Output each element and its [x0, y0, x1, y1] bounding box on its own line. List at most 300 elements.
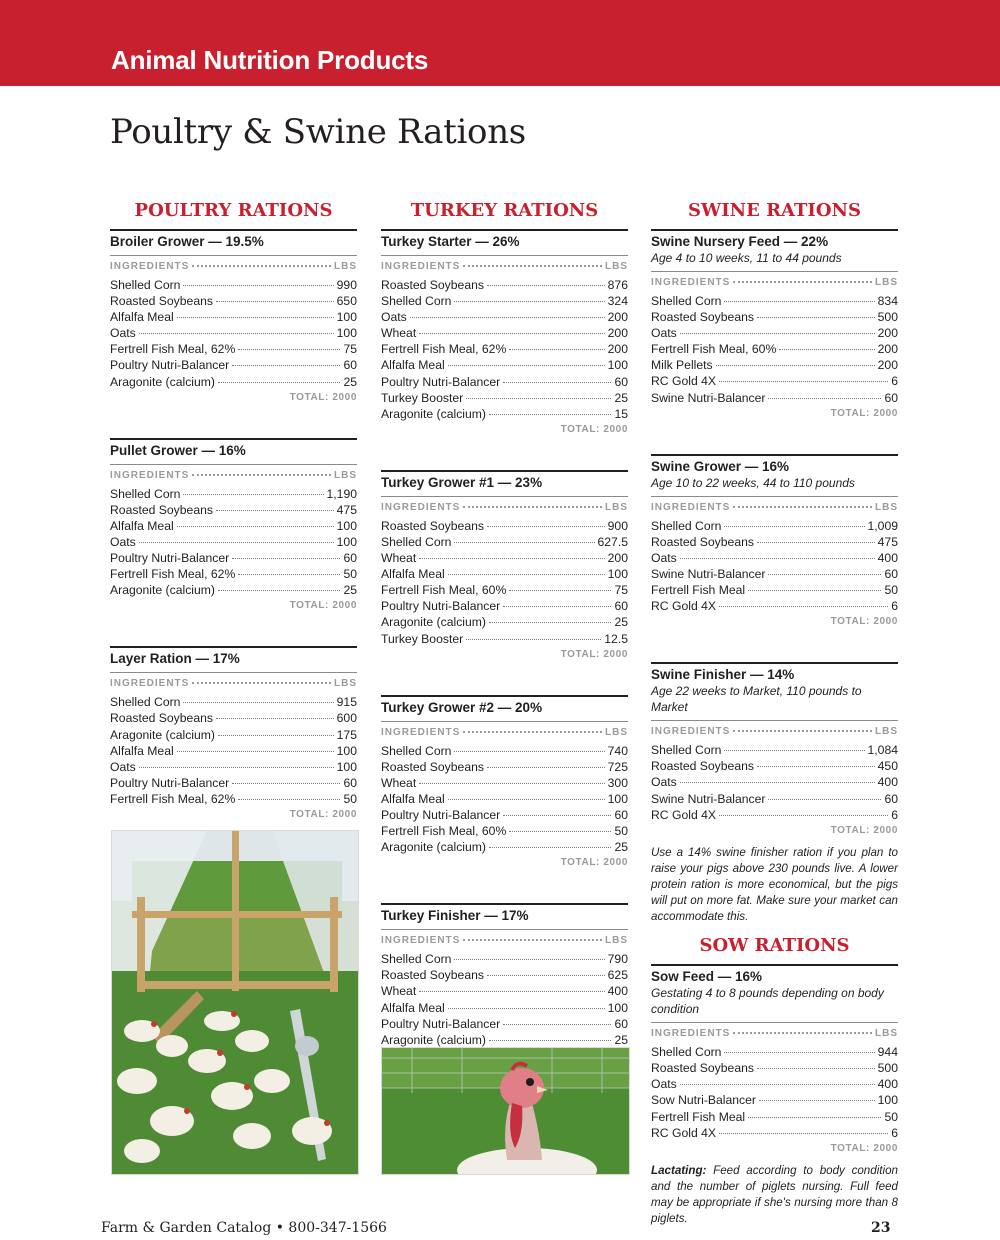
ingredients-header: [381, 255, 628, 277]
ingredient-lbs: 475: [877, 534, 898, 549]
banner-title: Animal Nutrition Products: [111, 45, 429, 75]
ingredient-row: [381, 518, 628, 534]
dot-leader: [218, 382, 340, 383]
dot-leader: [463, 506, 602, 508]
dot-leader: [177, 317, 334, 318]
ingredient-lbs: 100: [336, 326, 357, 341]
ingredient-name: Aragonite (calcium): [110, 727, 215, 742]
ingredient-row: [651, 1125, 898, 1141]
ingredient-name: Alfalfa Meal: [110, 743, 174, 758]
lbs-label: LBS: [605, 726, 628, 738]
ingredient-row: [381, 775, 628, 791]
dot-leader: [768, 799, 881, 800]
dot-leader: [183, 285, 333, 286]
ingredient-name: Wheat: [381, 984, 417, 999]
dot-leader: [192, 265, 331, 267]
ingredient-row: [110, 502, 357, 518]
lbs-label: LBS: [334, 678, 357, 690]
dot-leader: [757, 317, 875, 318]
ingredient-name: Poultry Nutri-Balancer: [381, 807, 501, 822]
ingredient-name: Wheat: [381, 775, 417, 790]
ingredient-row: [110, 325, 357, 341]
ingredient-lbs: 25: [343, 374, 357, 389]
ingredient-row: [651, 774, 898, 790]
ration-title: Sow Feed — 16%: [651, 969, 763, 985]
ingredient-row: [381, 566, 628, 582]
ingredient-row: [381, 791, 628, 807]
ration-title: Turkey Grower #1 — 23%: [381, 474, 543, 490]
ingredient-row: [110, 518, 357, 534]
ingredient-lbs: 200: [607, 310, 628, 325]
ingredient-name: Roasted Soybeans: [651, 534, 754, 549]
ration-total: TOTAL: 2000: [289, 808, 357, 820]
dot-leader: [448, 799, 605, 800]
ingredient-name: Shelled Corn: [381, 743, 452, 758]
ingredient-name: Aragonite (calcium): [110, 374, 215, 389]
dot-leader: [139, 767, 334, 768]
ingredient-lbs: 60: [614, 807, 628, 822]
ration-subtitle: Age 10 to 22 weeks, 44 to 110 pounds: [651, 475, 855, 490]
ingredient-name: Wheat: [381, 551, 417, 566]
ingredient-row: [110, 374, 357, 390]
ingredient-name: Roasted Soybeans: [381, 518, 484, 533]
ingredient-row: [381, 823, 628, 839]
dot-leader: [487, 285, 605, 286]
ration-block: [381, 470, 628, 663]
ingredient-name: Oats: [651, 550, 677, 565]
dot-leader: [503, 1024, 611, 1025]
ingredient-name: Poultry Nutri-Balancer: [110, 358, 230, 373]
ingredient-lbs: 6: [891, 1125, 898, 1140]
ingredient-name: Oats: [651, 326, 677, 341]
lactating-text: Feed according to body condition and the number of piglets nursing. Full feed may be appropriate if she's nursing more than 8 piglets.: [651, 1163, 898, 1225]
ration-total: TOTAL: 2000: [830, 1142, 898, 1154]
ingredient-row: [110, 566, 357, 582]
ingredient-lbs: 834: [877, 294, 898, 308]
ingredient-lbs: 15: [614, 406, 628, 421]
ingredient-row: [651, 791, 898, 807]
dot-leader: [454, 542, 594, 543]
ration-block: [110, 646, 357, 823]
swine-rations-heading: SWINE RATIONS: [688, 200, 861, 221]
dot-leader: [716, 365, 875, 366]
ingredient-row: [651, 309, 898, 325]
dot-leader: [419, 991, 604, 992]
ingredient-name: Shelled Corn: [651, 743, 722, 758]
ingredient-lbs: 6: [891, 599, 898, 614]
ingredient-row: [110, 743, 357, 759]
ingredients-header: [381, 929, 628, 951]
ingredient-lbs: 60: [343, 775, 357, 790]
lbs-label: LBS: [875, 501, 898, 513]
ingredient-row: [381, 293, 628, 309]
ingredient-row: [651, 807, 898, 823]
ingredients-label: INGREDIENTS: [381, 726, 461, 738]
ingredient-lbs: 500: [877, 310, 898, 325]
ingredient-row: [381, 839, 628, 855]
poultry-rations-heading: POULTRY RATIONS: [134, 200, 333, 221]
ingredient-lbs: 200: [877, 358, 898, 373]
dot-leader: [454, 301, 604, 302]
lbs-label: LBS: [605, 935, 628, 947]
ingredient-lbs: 200: [877, 326, 898, 341]
footer-catalog: Farm & Garden Catalog • 800-347-1566: [101, 1220, 387, 1236]
ingredient-row: [381, 743, 628, 759]
lbs-label: LBS: [334, 261, 357, 272]
dot-leader: [768, 398, 881, 399]
ingredients-header: [651, 720, 898, 742]
dot-leader: [719, 381, 888, 382]
ingredient-name: Roasted Soybeans: [110, 711, 213, 726]
ingredient-lbs: 60: [884, 791, 898, 806]
ingredient-row: [651, 357, 898, 373]
ingredient-name: Aragonite (calcium): [381, 615, 486, 630]
ingredient-name: Shelled Corn: [651, 1045, 722, 1060]
ration-block: [381, 229, 628, 438]
turkey-illustration: [382, 1048, 629, 1174]
dot-leader: [218, 735, 334, 736]
ingredient-row: [381, 390, 628, 406]
ingredient-lbs: 100: [336, 534, 357, 549]
ingredient-lbs: 50: [884, 583, 898, 598]
poultry-column: [110, 198, 357, 823]
ingredient-lbs: 25: [614, 840, 628, 855]
ingredient-lbs: 50: [614, 824, 628, 839]
ingredient-name: RC Gold 4X: [651, 599, 717, 614]
ingredient-lbs: 450: [877, 759, 898, 774]
lbs-label: LBS: [605, 501, 628, 513]
ingredient-name: Oats: [110, 759, 136, 774]
ingredients-label: INGREDIENTS: [651, 726, 731, 738]
ingredient-lbs: 790: [607, 952, 628, 967]
ingredient-row: [381, 357, 628, 373]
ingredient-lbs: 944: [877, 1045, 898, 1060]
dot-leader: [218, 590, 340, 591]
ingredient-name: Alfalfa Meal: [381, 358, 445, 373]
ingredient-row: [110, 534, 357, 550]
ingredient-lbs: 60: [884, 566, 898, 581]
dot-leader: [768, 574, 881, 575]
ration-title: Turkey Finisher — 17%: [381, 908, 529, 924]
ingredient-name: Aragonite (calcium): [381, 1032, 486, 1047]
ingredient-row: [651, 325, 898, 341]
ingredient-lbs: 60: [343, 358, 357, 373]
ingredient-lbs: 400: [607, 984, 628, 999]
ingredient-name: Swine Nutri-Balancer: [651, 390, 766, 405]
ingredient-row: [651, 1092, 898, 1108]
ingredient-lbs: 100: [336, 759, 357, 774]
swine-finisher-note: Use a 14% swine finisher ration if you plan to raise your pigs above 230 pounds live. A lower protein ration is more economical, but the pigs will put on more fat. Make sure your market can accommodate this.: [651, 845, 898, 924]
ingredient-name: Wheat: [381, 326, 417, 341]
ration-total: TOTAL: 2000: [560, 423, 628, 435]
dot-leader: [466, 639, 601, 640]
ingredients-label: INGREDIENTS: [381, 501, 461, 513]
ingredient-lbs: 75: [614, 583, 628, 598]
ingredient-name: Roasted Soybeans: [381, 759, 484, 774]
ingredient-name: Poultry Nutri-Balancer: [110, 775, 230, 790]
ingredient-row: [651, 1076, 898, 1092]
ingredient-lbs: 725: [607, 759, 628, 774]
ingredient-name: Fertrell Fish Meal, 62%: [110, 791, 236, 806]
dot-leader: [509, 590, 611, 591]
ingredient-name: Alfalfa Meal: [110, 518, 174, 533]
ingredient-row: [651, 550, 898, 566]
ingredient-name: Fertrell Fish Meal: [651, 1109, 746, 1124]
dot-leader: [216, 718, 334, 719]
header-banner: [0, 0, 1000, 86]
ingredient-row: [651, 1060, 898, 1076]
ration-total: TOTAL: 2000: [560, 857, 628, 869]
page-title: Poultry & Swine Rations: [110, 112, 526, 152]
ingredient-lbs: 300: [607, 775, 628, 790]
ingredient-name: Aragonite (calcium): [110, 583, 215, 598]
ingredient-lbs: 100: [336, 310, 357, 325]
ingredient-row: [381, 598, 628, 614]
ingredient-name: Poultry Nutri-Balancer: [381, 1016, 501, 1031]
ingredients-label: INGREDIENTS: [381, 261, 461, 272]
ingredient-name: Shelled Corn: [110, 278, 181, 292]
dot-leader: [489, 1040, 611, 1041]
ingredient-row: [110, 550, 357, 566]
ingredient-row: [110, 293, 357, 309]
ration-block: [651, 454, 898, 631]
ingredient-row: [651, 1109, 898, 1125]
dot-leader: [719, 1133, 888, 1134]
ingredient-row: [381, 406, 628, 422]
dot-leader: [139, 542, 334, 543]
ingredient-name: Alfalfa Meal: [381, 791, 445, 806]
ingredient-row: [381, 983, 628, 999]
ingredient-row: [381, 374, 628, 390]
dot-leader: [733, 1032, 872, 1034]
ration-total: TOTAL: 2000: [830, 616, 898, 628]
ingredient-name: Shelled Corn: [110, 695, 181, 710]
ingredient-row: [651, 566, 898, 582]
dot-leader: [419, 333, 604, 334]
ingredient-row: [381, 309, 628, 325]
ingredient-lbs: 25: [343, 583, 357, 598]
ration-block: [381, 695, 628, 872]
ingredient-row: [381, 1000, 628, 1016]
dot-leader: [680, 782, 875, 783]
ingredient-name: Alfalfa Meal: [381, 1000, 445, 1015]
dot-leader: [680, 558, 875, 559]
ration-title: Turkey Starter — 26%: [381, 234, 520, 249]
ingredient-lbs: 200: [607, 342, 628, 357]
ration-total: TOTAL: 2000: [830, 824, 898, 836]
ingredient-name: Milk Pellets: [651, 358, 713, 373]
ingredient-name: Fertrell Fish Meal, 60%: [381, 583, 507, 598]
ingredient-name: Oats: [110, 326, 136, 341]
ingredient-name: Alfalfa Meal: [381, 567, 445, 582]
dot-leader: [448, 1008, 605, 1009]
ration-block: [381, 903, 628, 1064]
ingredient-lbs: 6: [891, 374, 898, 389]
dot-leader: [724, 526, 864, 527]
ingredients-header: [381, 496, 628, 518]
ingredient-row: [110, 727, 357, 743]
ingredient-row: [651, 341, 898, 357]
dot-leader: [724, 750, 864, 751]
ingredient-name: Fertrell Fish Meal: [651, 583, 746, 598]
dot-leader: [489, 847, 611, 848]
dot-leader: [238, 799, 340, 800]
ingredient-name: Shelled Corn: [381, 294, 452, 309]
ration-title: Turkey Grower #2 — 20%: [381, 699, 543, 715]
dot-leader: [454, 751, 604, 752]
ingredient-name: Shelled Corn: [110, 486, 181, 501]
dot-leader: [757, 1068, 875, 1069]
lbs-label: LBS: [875, 726, 898, 738]
ingredient-row: [651, 390, 898, 406]
ingredients-label: INGREDIENTS: [381, 935, 461, 947]
ingredient-row: [110, 694, 357, 710]
dot-leader: [757, 542, 875, 543]
ingredient-row: [651, 758, 898, 774]
ingredient-name: Aragonite (calcium): [381, 406, 486, 421]
ingredient-name: Roasted Soybeans: [110, 502, 213, 517]
dot-leader: [487, 526, 605, 527]
dot-leader: [733, 730, 872, 732]
ingredient-row: [381, 1016, 628, 1032]
lactating-label: Lactating:: [651, 1163, 707, 1177]
ingredient-lbs: 500: [877, 1061, 898, 1076]
dot-leader: [192, 682, 331, 684]
lbs-label: LBS: [875, 277, 898, 288]
lactating-note: [651, 1163, 898, 1227]
ingredient-lbs: 627.5: [597, 534, 628, 549]
ingredient-lbs: 990: [336, 278, 357, 292]
ingredients-header: [651, 271, 898, 293]
ingredient-row: [110, 277, 357, 293]
ingredient-name: Roasted Soybeans: [381, 278, 484, 292]
ingredient-lbs: 50: [884, 1109, 898, 1124]
ingredient-row: [110, 710, 357, 726]
ingredients-label: INGREDIENTS: [110, 261, 190, 272]
sow-rations-heading: SOW RATIONS: [699, 935, 850, 957]
ration-title: Layer Ration — 17%: [110, 651, 240, 667]
ingredient-lbs: 60: [614, 374, 628, 389]
dot-leader: [463, 939, 602, 941]
ingredient-name: Poultry Nutri-Balancer: [381, 374, 501, 389]
ingredient-row: [110, 775, 357, 791]
dot-leader: [680, 333, 875, 334]
ingredient-lbs: 100: [607, 1000, 628, 1015]
dot-leader: [463, 731, 602, 733]
ingredient-name: Roasted Soybeans: [110, 294, 213, 309]
ingredient-name: Alfalfa Meal: [110, 310, 174, 325]
ingredient-name: Roasted Soybeans: [651, 1061, 754, 1076]
ingredient-row: [381, 534, 628, 550]
ingredient-lbs: 915: [336, 695, 357, 710]
dot-leader: [454, 959, 604, 960]
ingredient-lbs: 25: [614, 390, 628, 405]
ingredient-row: [651, 373, 898, 389]
ration-subtitle: Age 4 to 10 weeks, 11 to 44 pounds: [651, 251, 842, 265]
ingredient-name: RC Gold 4X: [651, 1125, 717, 1140]
dot-leader: [759, 1100, 875, 1101]
ingredient-row: [381, 631, 628, 647]
ingredient-name: Oats: [651, 1077, 677, 1092]
ingredient-name: Roasted Soybeans: [651, 759, 754, 774]
ingredient-lbs: 900: [607, 518, 628, 533]
dot-leader: [139, 333, 334, 334]
ingredient-lbs: 60: [343, 551, 357, 566]
ingredient-name: Swine Nutri-Balancer: [651, 791, 766, 806]
turkey-rations-heading: TURKEY RATIONS: [410, 200, 599, 221]
ingredient-name: Roasted Soybeans: [381, 968, 484, 983]
ingredient-lbs: 740: [607, 743, 628, 758]
turkey-photo: [381, 1047, 630, 1175]
ingredient-lbs: 324: [607, 294, 628, 309]
ingredients-label: INGREDIENTS: [651, 1028, 731, 1040]
ration-total: TOTAL: 2000: [560, 648, 628, 660]
ingredient-name: Fertrell Fish Meal, 62%: [110, 567, 236, 582]
ingredient-lbs: 25: [614, 615, 628, 630]
ingredient-row: [381, 341, 628, 357]
dot-leader: [733, 506, 872, 508]
ingredient-lbs: 75: [343, 342, 357, 357]
lbs-label: LBS: [334, 469, 357, 481]
dot-leader: [719, 606, 888, 607]
ingredient-lbs: 1,009: [867, 518, 898, 533]
ingredient-name: Fertrell Fish Meal, 60%: [381, 824, 507, 839]
ingredient-row: [651, 534, 898, 550]
dot-leader: [509, 349, 604, 350]
page-number: 23: [871, 1220, 891, 1236]
ingredient-row: [651, 598, 898, 614]
dot-leader: [232, 558, 340, 559]
ingredient-name: Shelled Corn: [651, 294, 722, 308]
dot-leader: [509, 831, 611, 832]
ingredient-lbs: 200: [607, 551, 628, 566]
ingredient-name: RC Gold 4X: [651, 807, 717, 822]
ingredients-header: [381, 721, 628, 743]
ingredient-name: Roasted Soybeans: [651, 310, 754, 325]
ingredient-lbs: 100: [336, 743, 357, 758]
ingredient-lbs: 200: [607, 326, 628, 341]
ingredient-lbs: 400: [877, 1077, 898, 1092]
dot-leader: [466, 398, 611, 399]
dot-leader: [232, 783, 340, 784]
ingredient-lbs: 100: [607, 791, 628, 806]
ingredient-row: [651, 582, 898, 598]
ingredient-row: [381, 614, 628, 630]
dot-leader: [410, 317, 605, 318]
ingredients-label: INGREDIENTS: [651, 501, 731, 513]
lbs-label: LBS: [875, 1028, 898, 1040]
ration-block: [110, 438, 357, 615]
dot-leader: [419, 558, 604, 559]
ingredient-row: [381, 951, 628, 967]
dot-leader: [719, 815, 888, 816]
dot-leader: [177, 526, 334, 527]
dot-leader: [680, 1084, 875, 1085]
dot-leader: [216, 510, 334, 511]
ingredient-row: [381, 967, 628, 983]
dot-leader: [724, 1052, 874, 1053]
ingredient-lbs: 100: [607, 358, 628, 373]
ingredient-lbs: 625: [607, 968, 628, 983]
ingredient-lbs: 60: [614, 599, 628, 614]
ingredients-header: [651, 1022, 898, 1044]
ration-block: [651, 964, 898, 1157]
dot-leader: [748, 1117, 881, 1118]
ingredients-header: [110, 255, 357, 277]
ingredients-label: INGREDIENTS: [110, 469, 190, 481]
dot-leader: [448, 365, 605, 366]
dot-leader: [503, 382, 611, 383]
